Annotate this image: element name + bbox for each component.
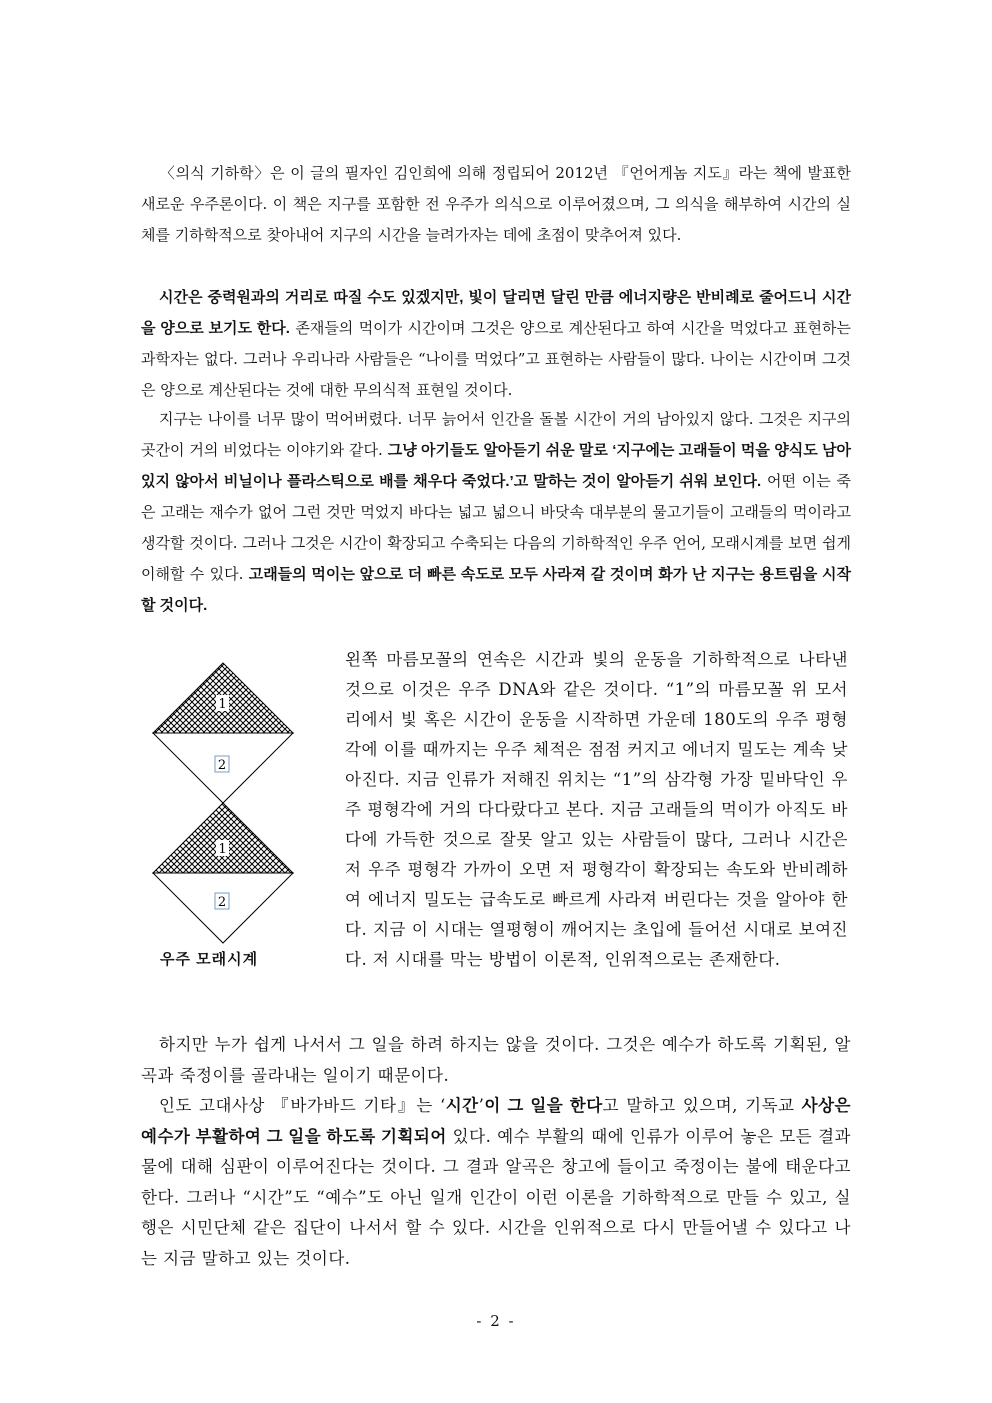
bold-statement: 고래들의 먹이는 앞으로 더 빠른 속도로 모두 사라져 갈 것이며 화가 난 지구는 용트림을 시작할 것이다.: [141, 566, 852, 614]
paragraph-text: 어떤 이는 죽은 고래는 재수가 없어 그런 것만 먹었지 바다는 넓고 넓으니 바닷속 대부분의 물고기들이 고래들의 먹이라고 생각할 것이다. 그러나 그것은 시간이 확장되고 수축되는 다음의 기하학적인 우주 언어, 모래시계를 보면 쉽게 이해할 수 있다.: [141, 472, 851, 583]
bold-word: 시간: [445, 1097, 479, 1115]
label-1-bottom: 1: [218, 842, 227, 857]
upper-triangle-1-second: [153, 803, 293, 873]
paragraph-bhagavad-gita: [141, 1091, 851, 1274]
cosmic-hourglass-figure: [150, 660, 296, 970]
bold-phrase: 이 그 일을 한다: [484, 1097, 603, 1115]
bold-statement: 시간은 중력원과의 거리로 따질 수도 있겠지만, 빛이 달리면 달린 만큼 에너지량은 반비례로 줄어드니 시간을 양으로 보기도 한다.: [141, 289, 851, 337]
page-number: - 2 -: [476, 1312, 516, 1330]
paragraph-text: 인도 고대사상 『바가바드 기타』는 ‘: [159, 1096, 446, 1115]
paragraph-text: 하지만 누가 쉽게 나서서 그 일을 하려 하지는 않을 것이다. 그것은 예수가 하도록 기획된, 알곡과 죽정이를 골라내는 일이기 때문이다.: [141, 1035, 851, 1085]
paragraph-text: 지구는 나이를 너무 많이 먹어버렸다. 너무 늙어서 인간을 돌볼 시간이 거의 남아있지 않다. 그것은 지구의 곳간이 거의 비었다는 이야기와 같다.: [141, 410, 851, 459]
paragraph-text: 있다. 예수 부활의 때에 인류가 이루어 놓은 모든 결과물에 대해 심판이 이루어진다는 것이다. 그 결과 알곡은 창고에 들이고 죽정이는 불에 태운다고 한다. 그러나 “시간”도 “예수”도 아닌 일개 인간이 이런 이론을 기하학적으로 만들 수 있고, 실행은 시민단체 같은 집단이 나서서 할 수 있다. 시간을 인위적으로 다시 만들어낼 수 있다고 나는 지금 말하고 있는 것이다.: [141, 1126, 852, 1268]
label-2-bottom: 2: [217, 895, 227, 910]
paragraph-intro: [141, 158, 851, 251]
hourglass-diagram: [150, 660, 296, 950]
bold-statement: 그냥 아기들도 알아듣기 쉬운 말로 ‘지구에는 고래들이 먹을 양식도 남아있지 않아서 비닐이나 플라스틱으로 배를 채우다 죽었다.’고 말하는 것이 알아듣기 쉬워 보인다.: [141, 442, 851, 490]
label-1-top: 1: [218, 697, 227, 712]
paragraph-text: 존재들의 먹이가 시간이며 그것은 양으로 계산된다고 하여 시간을 먹었다고 표현하는 과학자는 없다. 그러나 우리나라 사람들은 “나이를 먹었다”고 표현하는 사람들이 많다. 나이는 시간이며 그것은 양으로 계산된다는 것에 대한 무의식적 표현일 것이다.: [141, 319, 851, 399]
paragraph-text: 고 말하고 있으며, 기독교: [602, 1096, 802, 1115]
bold-phrase: 사상은 예수가 부활하여 그 일을 하도록 기획되어: [141, 1097, 851, 1146]
paragraph-intro-text: 〈의식 기하학〉은 이 글의 필자인 김인희에 의해 정립되어 2012년 『언어게놈 지도』라는 책에 발표한 새로운 우주론이다. 이 책은 지구를 포함한 전 우주가 의식으로 이루어졌으며, 그 의식을 해부하여 시간의 실체를 기하학적으로 찾아내어 지구의 시간을 늘려가자는 데에 초점이 맞추어져 있다.: [141, 164, 851, 244]
figure-caption: 우주 모래시계: [160, 951, 259, 968]
paragraph-hourglass-explanation: 왼쪽 마름모꼴의 연속은 시간과 빛의 운동을 기하학적으로 나타낸 것으로 이것은 우주 DNA와 같은 것이다. “1”의 마름모꼴 위 모서리에서 빛 혹은 시간이 운동을 시작하면 가운데 180도의 우주 평형각에 이를 때까지는 우주 체적은 점점 커지고 에너지 밀도는 계속 낮아진다. 지금 인류가 저해진 위치는 “1”의 삼각형 가장 밑바닥인 우주 평형각에 거의 다다랐다고 본다. 지금 고래들의 먹이가 아직도 바다에 가득한 것으로 잘못 알고 있는 사람들이 많다, 그러나 시간은 저 우주 평형각 가까이 오면 저 평형각이 확장되는 속도와 반비례하여 에너지 밀도는 급속도로 빠르게 사라져 버린다는 것을 알아야 한다. 지금 이 시대는 열평형이 깨어지는 초입에 들어선 시대로 보여진다. 저 시대를 막는 방법이 이론적, 인위적으로는 존재한다.: [345, 650, 848, 969]
label-2-top: 2: [217, 758, 227, 773]
paragraph-jesus: [141, 1030, 851, 1091]
paragraph-earth-age: [141, 404, 851, 621]
paragraph-time-quantity: [141, 282, 851, 406]
paragraph-text: ’: [478, 1096, 485, 1115]
